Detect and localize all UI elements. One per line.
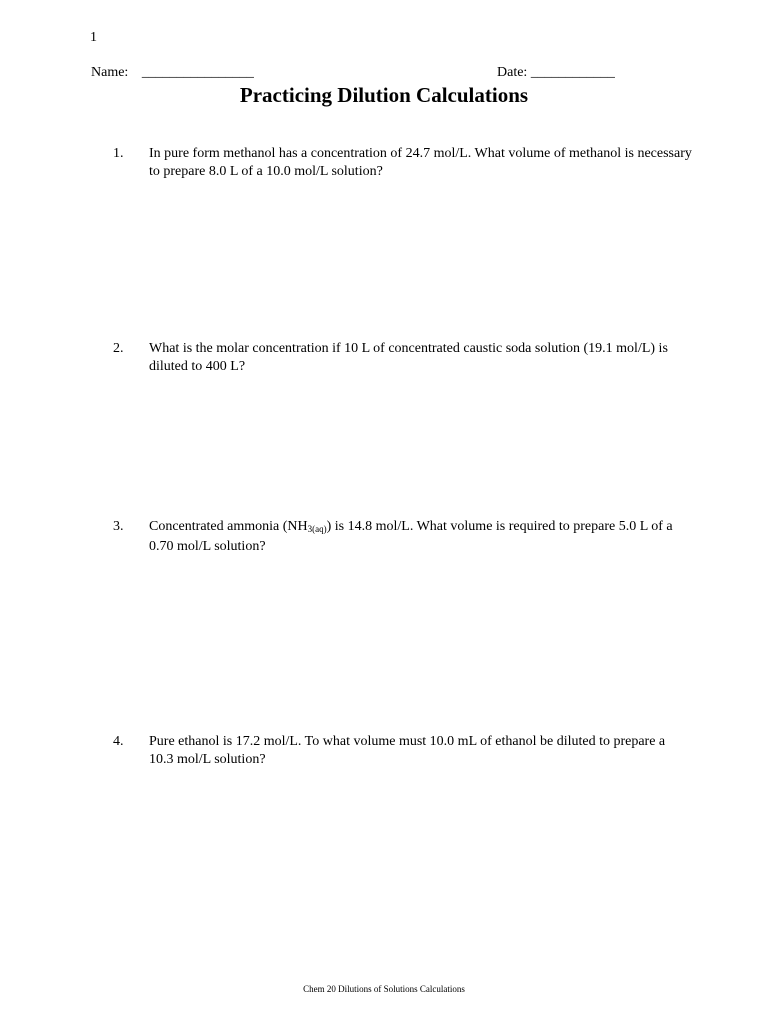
question-text: Pure ethanol is 17.2 mol/L. To what volume must 10.0 mL of ethanol be diluted to prepare a 10.3 mol/L solution? [149, 734, 666, 767]
question-4 [113, 733, 693, 769]
chemical-subscript: 3(aq) [307, 524, 327, 534]
name-field [91, 65, 254, 81]
question-text: What is the molar concentration if 10 L of concentrated caustic soda solution (19.1 mol/L) is diluted to 400 L? [149, 341, 668, 374]
question-2 [113, 340, 693, 376]
page-number: 1 [90, 30, 97, 45]
page-title: Practicing Dilution Calculations [239, 83, 529, 107]
question-number: 4. [113, 734, 124, 749]
question-text: In pure form methanol has a concentration of 24.7 mol/L. What volume of methanol is necessary to prepare 8.0 L of a 10.0 mol/L solution? [149, 146, 692, 179]
question-number: 3. [113, 519, 124, 534]
question-3 [113, 518, 693, 556]
question-number: 2. [113, 341, 124, 356]
question-1 [113, 145, 693, 181]
name-label: Name: [91, 65, 129, 80]
question-text-end: ) is 14.8 mol/L. What volume is required to prepare 5.0 L of a 0.70 mol/L solution? [149, 519, 673, 554]
question-text [149, 518, 693, 556]
page-footer: Chem 20 Dilutions of Solutions Calculations [303, 984, 465, 994]
date-label: Date: [497, 65, 528, 80]
question-number: 1. [113, 146, 124, 161]
name-blank-line: ________________ [141, 65, 254, 80]
question-text-start: Concentrated ammonia (NH [149, 519, 308, 534]
date-field [497, 65, 615, 81]
date-blank-line: ____________ [530, 65, 615, 80]
